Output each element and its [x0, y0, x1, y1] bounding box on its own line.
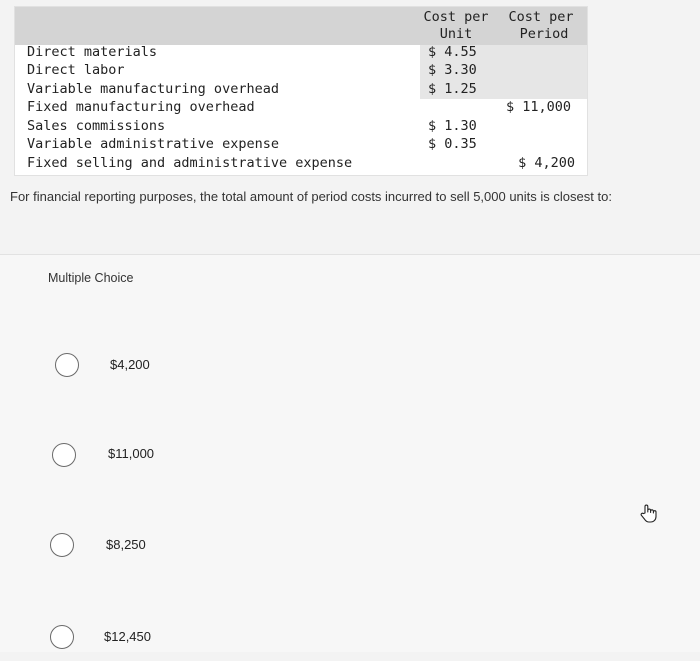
row-label-sales-commissions: Sales commissions [27, 118, 166, 134]
header-cost-per-unit: Cost per Unit [423, 9, 489, 42]
period-cost-fixed-mfg-overhead: $ 11,000 [505, 99, 571, 115]
question-text: For financial reporting purposes, the total amount of period costs incurred to sell 5,000 units is closest to: [10, 189, 612, 204]
period-cost-fixed-selling-admin-expense: $ 4,200 [518, 155, 575, 171]
choice-option-11000[interactable] [0, 437, 500, 477]
multiple-choice-title: Multiple Choice [48, 271, 134, 285]
unit-cost-direct-materials: $ 4.55 [428, 44, 477, 60]
radio-unselected-icon[interactable] [52, 443, 76, 467]
row-label-direct-labor: Direct labor [27, 62, 125, 78]
choice-label: $12,450 [104, 629, 151, 644]
choice-label: $11,000 [108, 446, 155, 461]
row-label-variable-admin-expense: Variable administrative expense [27, 136, 279, 152]
cost-table [14, 6, 588, 176]
hand-pointer-icon [638, 502, 660, 524]
radio-unselected-icon[interactable] [50, 533, 74, 557]
choice-option-8250[interactable] [0, 528, 500, 568]
row-label-direct-materials: Direct materials [27, 44, 158, 60]
unit-cost-direct-labor: $ 3.30 [428, 62, 477, 78]
unit-cost-variable-admin-expense: $ 0.35 [428, 136, 477, 152]
choice-label: $8,250 [106, 537, 146, 552]
unit-cost-variable-mfg-overhead: $ 1.25 [428, 81, 477, 97]
choice-option-12450[interactable] [0, 621, 500, 661]
period-column-shade [494, 45, 587, 99]
row-label-variable-mfg-overhead: Variable manufacturing overhead [27, 81, 279, 97]
row-label-fixed-mfg-overhead: Fixed manufacturing overhead [27, 99, 255, 115]
choice-option-4200[interactable] [0, 348, 500, 388]
radio-unselected-icon[interactable] [55, 353, 79, 377]
unit-cost-sales-commissions: $ 1.30 [428, 118, 477, 134]
radio-unselected-icon[interactable] [50, 625, 74, 649]
header-cost-per-period: Cost per Period [508, 9, 574, 42]
choice-label: $4,200 [110, 357, 150, 372]
row-label-fixed-selling-admin-expense: Fixed selling and administrative expense [27, 155, 353, 171]
